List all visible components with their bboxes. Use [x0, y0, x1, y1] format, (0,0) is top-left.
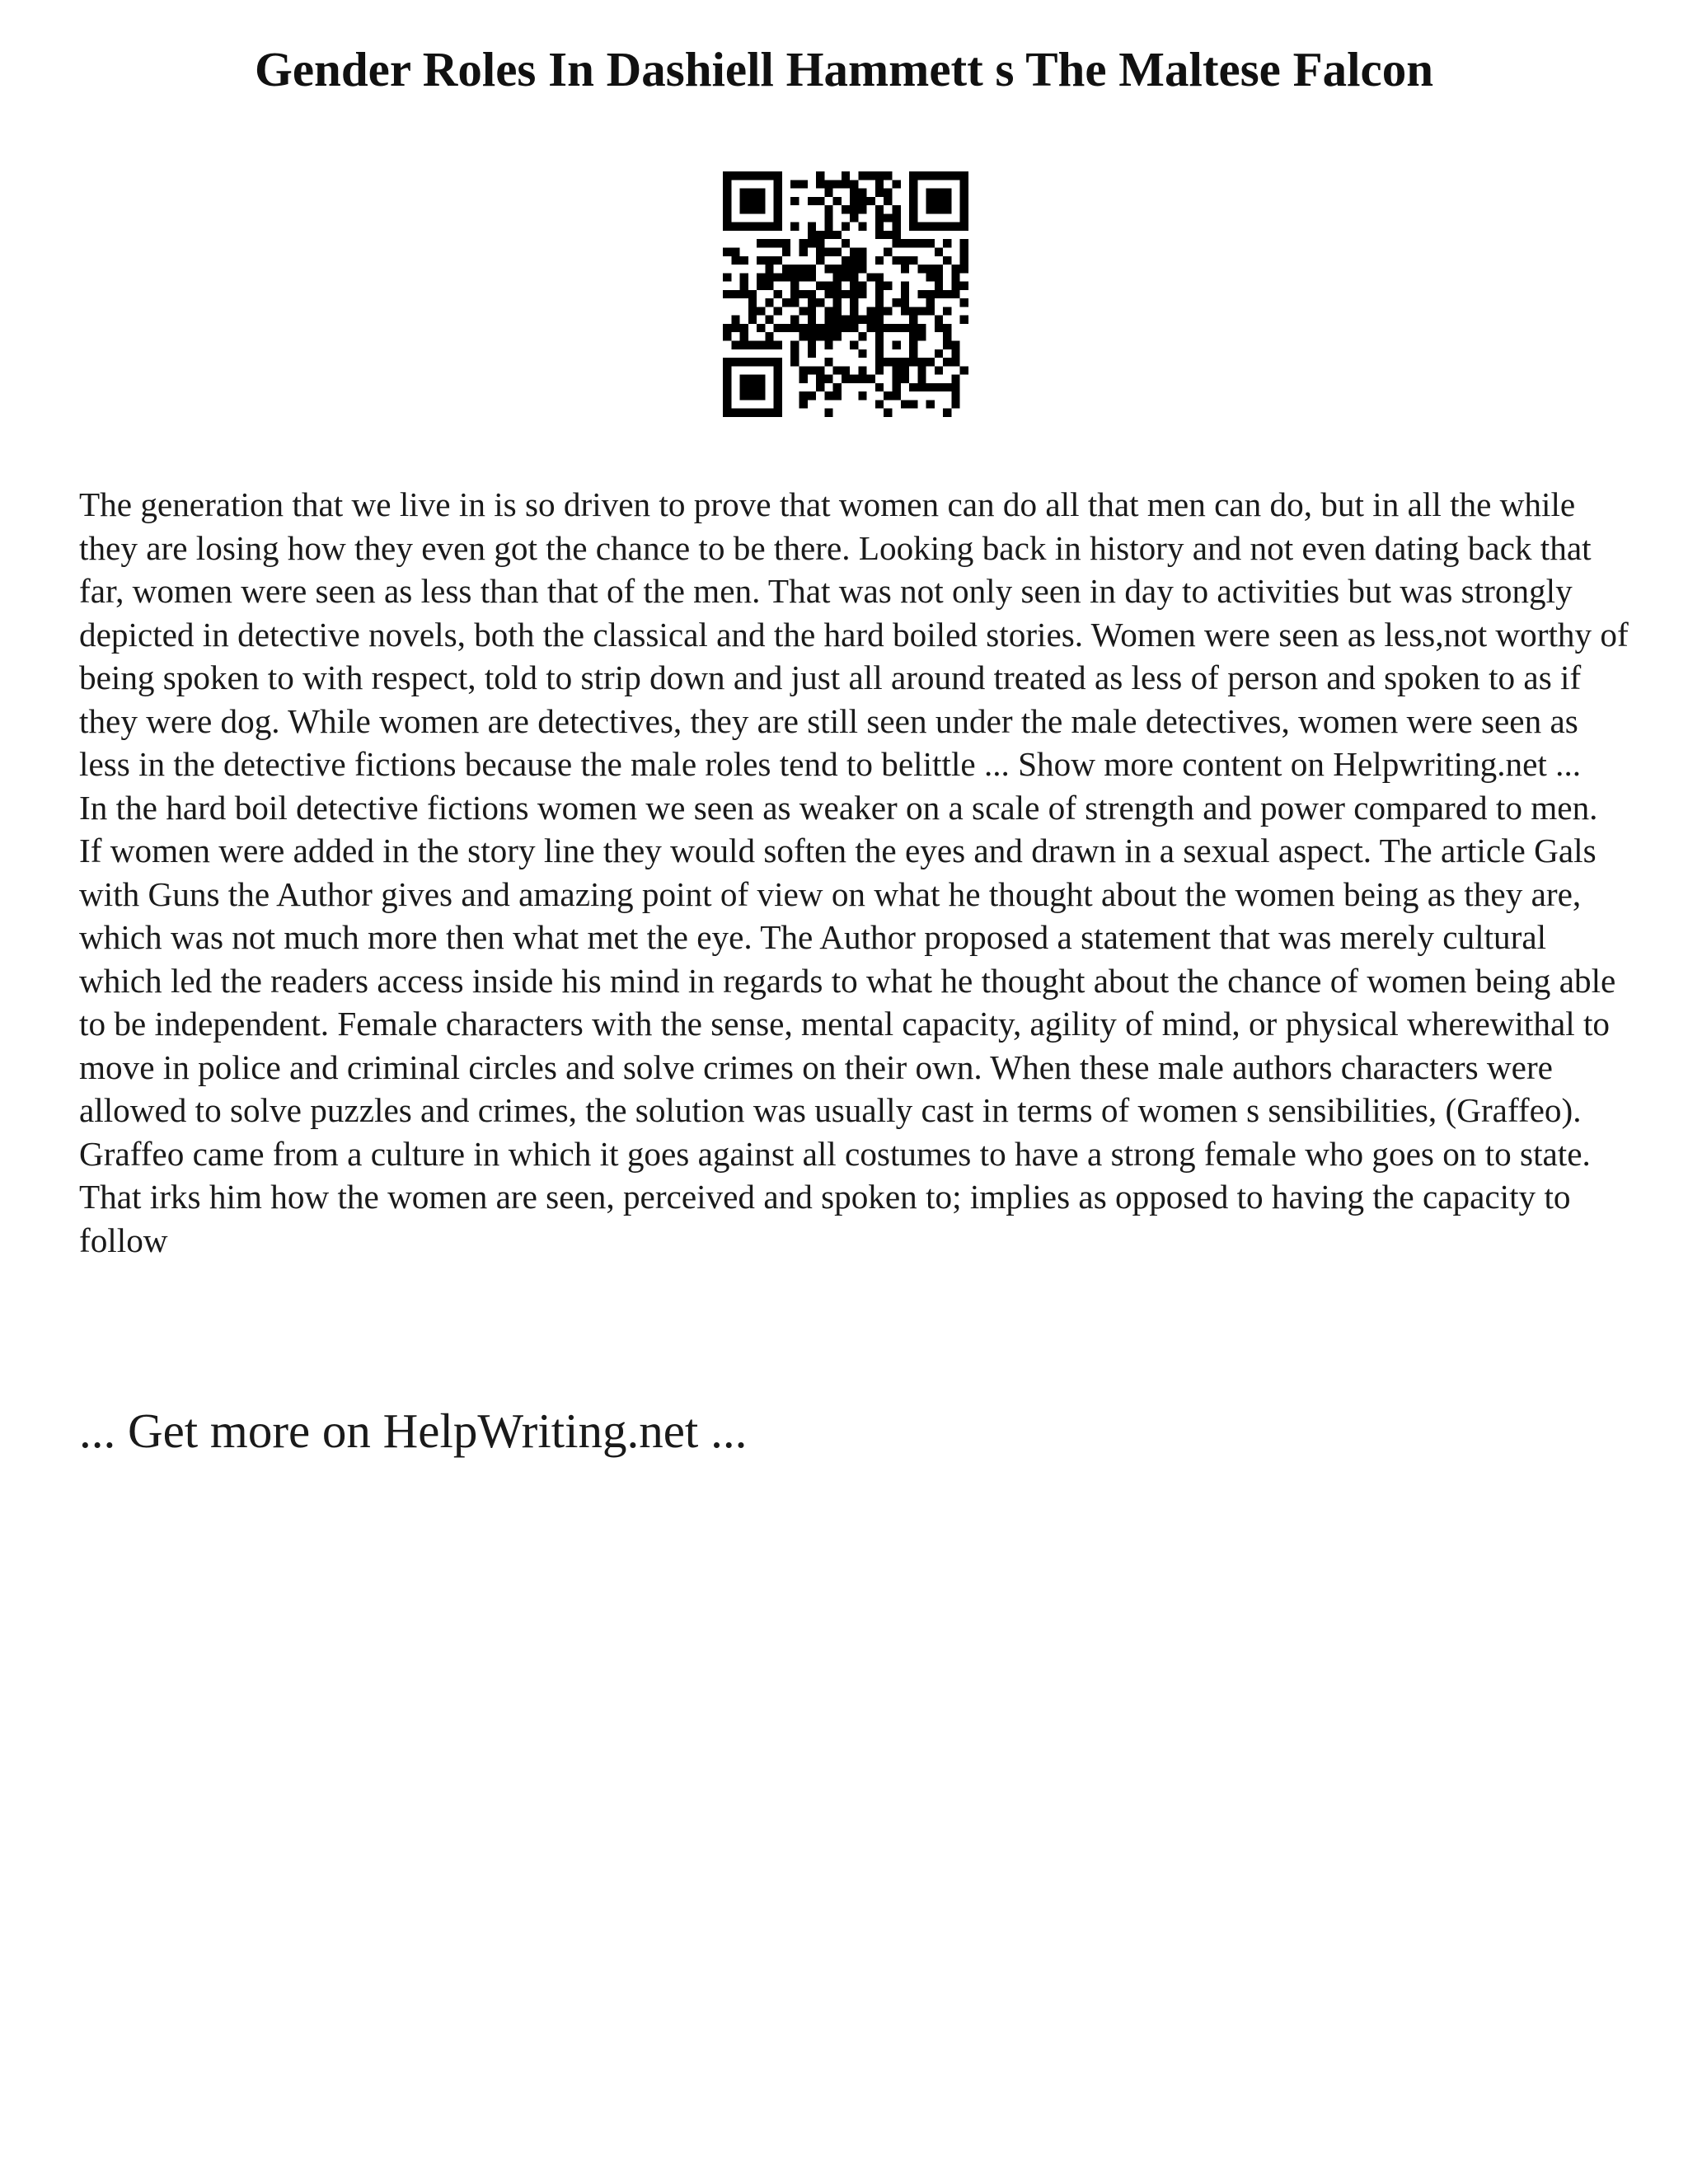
paragraph-1: The generation that we live in is so driven to prove that women can do all that men can do, but in all the while they are losing how they even got the chance to be there. Looking back in history and not even dating back that far, women were seen as less than that of the men. That was not only seen in day to activities but was strongly depicted in detective novels, both the classical and the hard boiled stories. Women were seen as less,not worthy of being spoken to with respect, told to strip down and just all around treated as less of person and spoken to as if they were dog. While women are detectives, they are still seen under the male detectives, women were seen as less in the detective fictions because the male roles tend to belittle ... Show more content on Helpwriting.net ... [79, 485, 1629, 783]
paragraph-2: In the hard boil detective fictions women we seen as weaker on a scale of strength and power compared to men. If women were added in the story line they would soften the eyes and drawn in a sexual aspect. The article Gals with Guns the Author gives and amazing point of view on what he thought about the women being as they are, which was not much more then what met the eye. The Author proposed a statement that was merely cultural which led the readers access inside his mind in regards to what he thought about the chance of women being able to be independent. Female characters with the sense, mental capacity, agility of mind, or physical wherewithal to move in police and criminal circles and solve crimes on their own. When these male authors characters were allowed to solve puzzles and crimes, the solution was usually cast in terms of women s sensibilities, (Graffeo). Graffeo came from a culture in which it goes against all costumes to have a strong female who goes on to state. That irks him how the women are seen, perceived and spoken to; implies as opposed to having the capacity to follow [79, 788, 1616, 1259]
page-title: Gender Roles In Dashiell Hammett s The Maltese Falcon [254, 42, 1434, 96]
article-body [79, 483, 1629, 1262]
qr-code-icon [723, 171, 968, 417]
get-more-link[interactable]: ... Get more on HelpWriting.net ... [79, 1404, 748, 1458]
